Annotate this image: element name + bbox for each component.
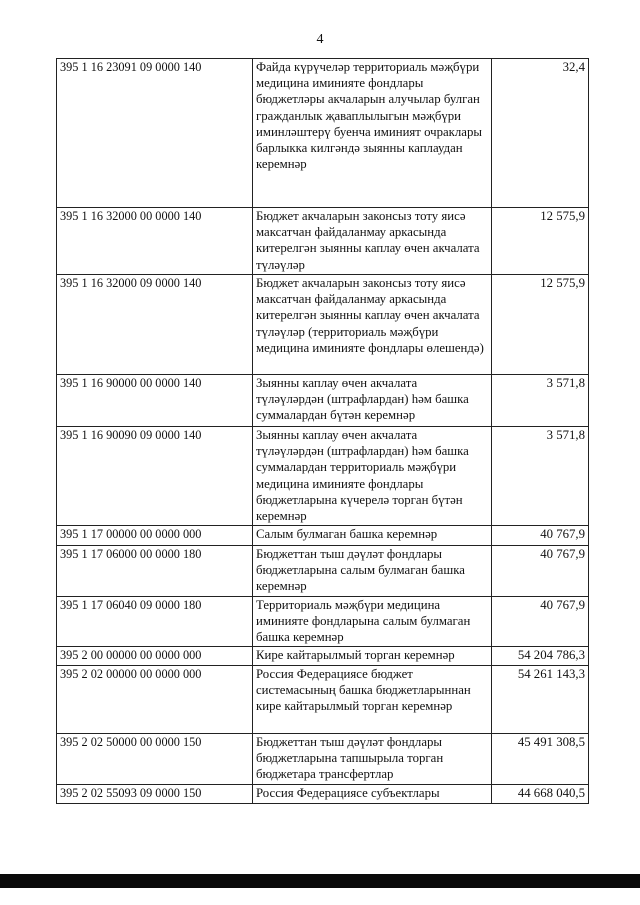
amount-value: 45 491 308,5 xyxy=(492,734,589,785)
table-row xyxy=(57,785,589,804)
table-row xyxy=(57,375,589,427)
table-row xyxy=(57,427,589,526)
table-row xyxy=(57,208,589,275)
amount-value: 40 767,9 xyxy=(492,597,589,647)
revenue-name: Бюджет акчаларын законсыз тоту яисә максатчан файдаланмау аркасында китерелгән зыянны каплау өчен акчалата түләүләр (территориаль мәҗбүри медицина иминияте фондлары өлешендә) xyxy=(253,275,492,375)
revenue-name: Россия Федерациясе субъектлары xyxy=(253,785,492,804)
amount-value: 54 261 143,3 xyxy=(492,666,589,734)
revenue-name: Бюджеттан тыш дәүләт фондлары бюджетларына тапшырыла торган бюджетара трансфертлар xyxy=(253,734,492,785)
table-row xyxy=(57,597,589,647)
revenue-name: Зыянны каплау өчен акчалата түләүләрдән (штрафлардан) һәм башка суммалардан территориаль мәҗбүри медицина иминияте фондлары бюджетларына күчерелә торган бүтән керемнәр xyxy=(253,427,492,526)
page-number: 4 xyxy=(316,32,324,47)
amount-value: 12 575,9 xyxy=(492,275,589,375)
amount-value: 54 204 786,3 xyxy=(492,647,589,666)
amount-value: 3 571,8 xyxy=(492,427,589,526)
amount-value: 44 668 040,5 xyxy=(492,785,589,804)
table-row xyxy=(57,647,589,666)
budget-code: 395 2 00 00000 00 0000 000 xyxy=(57,647,253,666)
revenue-name: Территориаль мәҗбүри медицина иминияте фондларына салым булмаган башка керемнәр xyxy=(253,597,492,647)
amount-value: 3 571,8 xyxy=(492,375,589,427)
table-row xyxy=(57,275,589,375)
table-row xyxy=(57,59,589,208)
revenue-name: Бюджеттан тыш дәүләт фондлары бюджетларына салым булмаган башка керемнәр xyxy=(253,546,492,597)
budget-code: 395 1 17 00000 00 0000 000 xyxy=(57,526,253,546)
scan-edge-bar xyxy=(0,874,640,888)
budget-code: 395 1 17 06000 00 0000 180 xyxy=(57,546,253,597)
amount-value: 32,4 xyxy=(492,59,589,208)
budget-code: 395 1 16 32000 00 0000 140 xyxy=(57,208,253,275)
table-row xyxy=(57,666,589,734)
revenue-name: Зыянны каплау өчен акчалата түләүләрдән (штрафлардан) һәм башка суммалардан бүтән керемнәр xyxy=(253,375,492,427)
budget-code: 395 1 16 90090 09 0000 140 xyxy=(57,427,253,526)
table-row xyxy=(57,546,589,597)
budget-code: 395 2 02 55093 09 0000 150 xyxy=(57,785,253,804)
budget-revenue-table xyxy=(56,58,589,804)
budget-code: 395 1 16 90000 00 0000 140 xyxy=(57,375,253,427)
table-row xyxy=(57,526,589,546)
amount-value: 40 767,9 xyxy=(492,546,589,597)
budget-code: 395 1 17 06040 09 0000 180 xyxy=(57,597,253,647)
revenue-name: Файда күрүчеләр территориаль мәҗбүри медицина иминияте фондлары бюджетләры акчаларын алучылар булган гражданлык җаваплылыгын мәҗбүри иминләштерү буенча иминият очраклары барлыкка килгәндә зыянны каплаудан керемнәр xyxy=(253,59,492,208)
amount-value: 40 767,9 xyxy=(492,526,589,546)
revenue-name: Салым булмаган башка керемнәр xyxy=(253,526,492,546)
budget-code: 395 1 16 32000 09 0000 140 xyxy=(57,275,253,375)
budget-code: 395 2 02 00000 00 0000 000 xyxy=(57,666,253,734)
amount-value: 12 575,9 xyxy=(492,208,589,275)
revenue-name: Бюджет акчаларын законсыз тоту яисә максатчан файдаланмау аркасында китерелгән зыянны каплау өчен акчалата түләүләр xyxy=(253,208,492,275)
budget-code: 395 1 16 23091 09 0000 140 xyxy=(57,59,253,208)
budget-code: 395 2 02 50000 00 0000 150 xyxy=(57,734,253,785)
revenue-name: Россия Федерациясе бюджет системасының башка бюджетларыннан кире кайтарылмый торган керемнәр xyxy=(253,666,492,734)
table-row xyxy=(57,734,589,785)
revenue-name: Кире кайтарылмый торган керемнәр xyxy=(253,647,492,666)
